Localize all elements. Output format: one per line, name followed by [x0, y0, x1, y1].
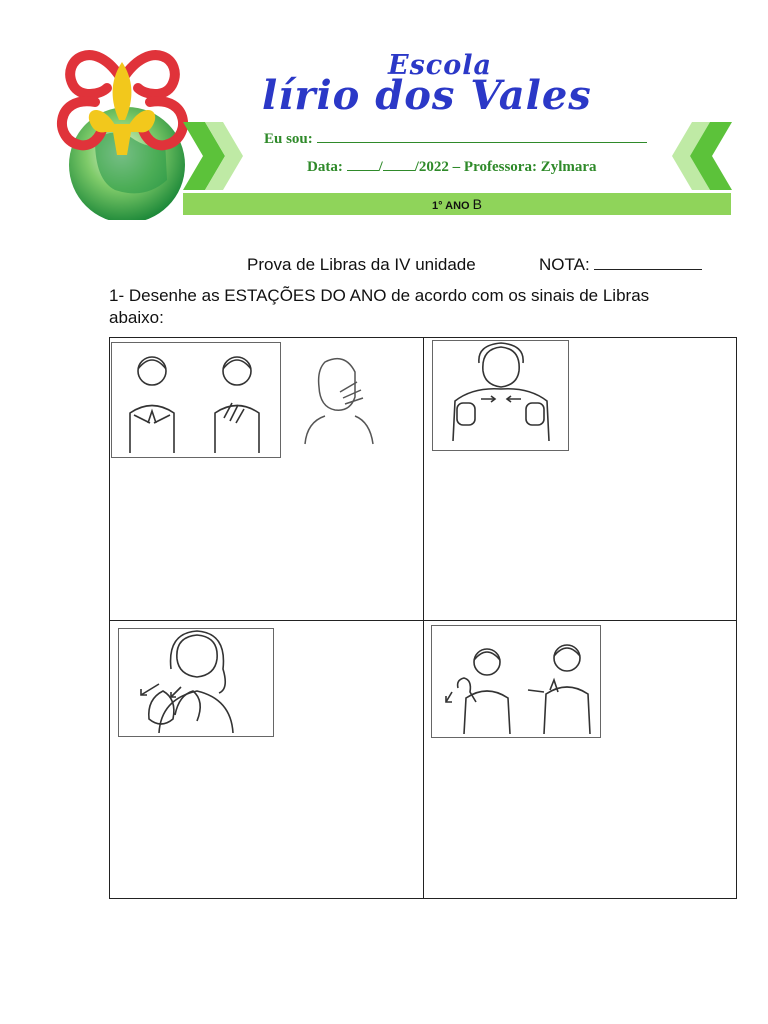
lily-logo-icon	[55, 40, 190, 225]
grade-bar	[183, 193, 731, 215]
nota-line	[539, 255, 702, 275]
student-name-field[interactable]	[317, 130, 647, 143]
date-line	[307, 158, 597, 176]
student-line	[264, 130, 647, 148]
question-text: 1- Desenhe as ESTAÇÕES DO ANO de acordo com os sinais de Libras abaixo:	[109, 286, 650, 327]
grid-divider-vertical	[423, 337, 424, 899]
drawing-area-3[interactable]	[110, 738, 422, 898]
sign-image-1	[111, 342, 281, 458]
nota-label: NOTA:	[539, 255, 590, 274]
sign-image-4	[431, 625, 601, 738]
sign-image-1b	[295, 352, 385, 452]
nota-field[interactable]	[594, 255, 702, 270]
drawing-area-4[interactable]	[425, 738, 736, 898]
date-separator: /	[378, 159, 383, 175]
date-year-teacher: /2022 – Professora: Zylmara	[414, 159, 597, 175]
grade-prefix: 1° ANO	[431, 200, 470, 212]
exam-title: Prova de Libras da IV unidade	[247, 255, 476, 274]
school-prefix: Escola	[388, 50, 492, 81]
grade-class: B	[472, 196, 482, 212]
date-month-field[interactable]	[383, 158, 415, 171]
drawing-area-2[interactable]	[425, 452, 736, 618]
grid-divider-horizontal	[109, 620, 737, 621]
sign-image-3	[118, 628, 274, 737]
grade-label	[183, 193, 731, 215]
date-day-field[interactable]	[347, 158, 379, 171]
student-label: Eu sou:	[264, 131, 313, 147]
drawing-area-1[interactable]	[110, 460, 422, 618]
date-label: Data:	[307, 159, 343, 175]
chevron-right-icon	[183, 120, 243, 197]
sign-image-2	[432, 340, 569, 451]
chevron-left-icon	[672, 120, 732, 197]
school-name: lírio dos Vales	[262, 72, 592, 119]
